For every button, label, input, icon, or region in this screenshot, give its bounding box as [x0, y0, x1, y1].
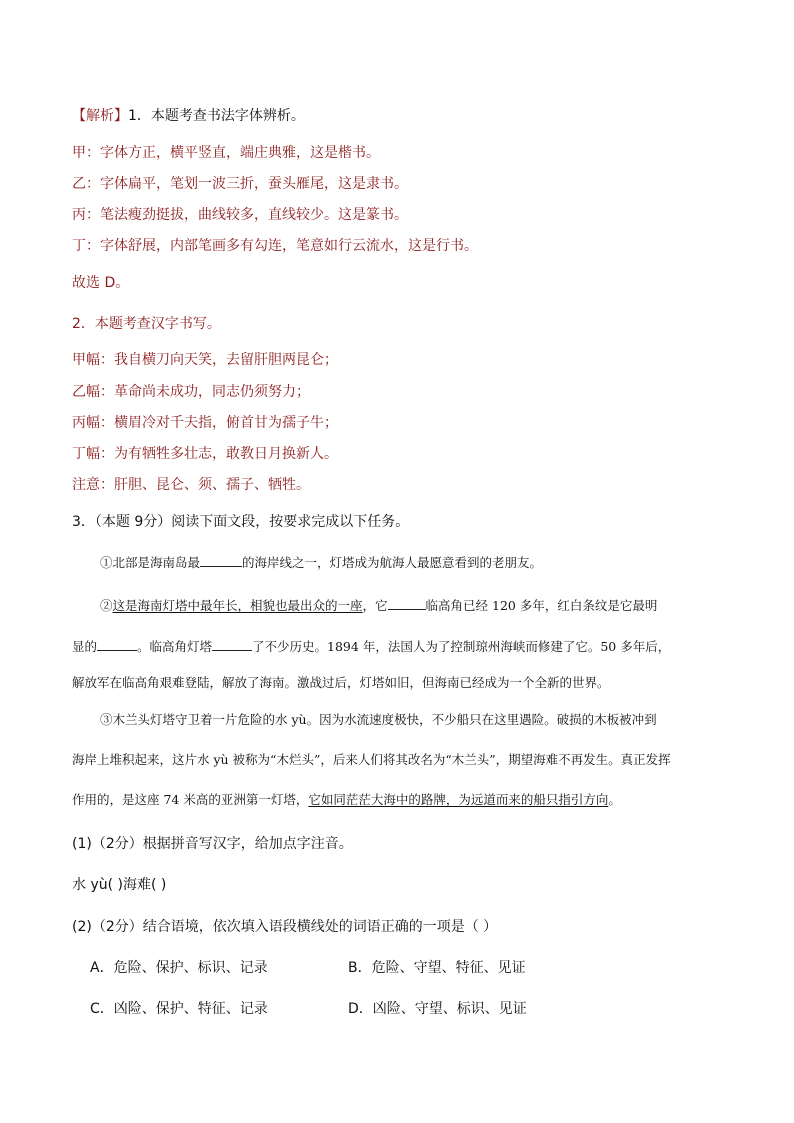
p3-text-c: 了不少历史。1894 年，法国人为了控制琼州海峡而修建了它。50 多年后，: [252, 639, 671, 654]
blank-1: [200, 552, 242, 567]
blank-4: [212, 636, 252, 651]
p2-text-a: ②: [100, 598, 113, 613]
p3-text-a: 显的: [72, 639, 98, 654]
q2-intro: 2．本题考查汉字书写。: [72, 316, 221, 332]
q1-answer: 故选 D。: [72, 275, 130, 291]
q3-title: 3．（本题 9分）阅读下面文段，按要求完成以下任务。: [72, 514, 410, 530]
passage-paragraph-2-end: 解放军在临高角艰难登陆，解放了海南。激战过后，灯塔如旧，但海南已经成为一个全新的世界。: [72, 675, 610, 690]
option-b: B．危险、守望、特征、见证: [348, 960, 526, 976]
option-c: C．凶险、保护、特征、记录: [90, 1001, 268, 1017]
p2-underlined: 这是海南灯塔中最年长，相貌也最出众的一座: [112, 598, 363, 613]
passage-paragraph-3-end: [72, 790, 621, 810]
passage-paragraph-2-cont: [72, 636, 670, 657]
p7-text-a: 作用的，是这座 74 米高的亚洲第一灯塔，: [72, 792, 309, 807]
bing-fu: 丙幅：横眉冷对千夫指，俯首甘为孺子牛；: [72, 415, 338, 431]
bing-description: 丙：笔法瘦劲挺拔，曲线较多，直线较少。这是篆书。: [72, 207, 408, 223]
passage-paragraph-1: [100, 552, 542, 573]
ding-fu: 丁幅：为有牺牲多壮志，敢教日月换新人。: [72, 446, 338, 462]
analysis-tag: 【解析】: [72, 108, 128, 124]
yi-description: 乙：字体扁平，笔划一波三折，蚕头雁尾，这是隶书。: [72, 176, 408, 192]
p2-text-c: 临高角已经 120 多年，红白条纹是它最明: [425, 598, 658, 613]
option-a: A．危险、保护、标识、记录: [90, 960, 268, 976]
blank-3: [97, 636, 137, 651]
option-d: D．凶险、守望、标识、见证: [348, 1001, 527, 1017]
p7-underlined: 它如同茫茫大海中的路牌，为远道而来的船只指引方向: [308, 792, 609, 807]
jia-fu: 甲幅：我自横刀向天笑，去留肝胆两昆仑；: [72, 352, 338, 368]
sub-question-1-answer-line: 水 yù( )海难( ): [72, 877, 167, 893]
sub-question-1: (1)（2分）根据拼音写汉字，给加点字注音。: [72, 836, 353, 852]
jia-description: 甲：字体方正，横平竖直，端庄典雅，这是楷书。: [72, 145, 380, 161]
p1-text-b: 的海岸线之一，灯塔成为航海人最愿意看到的老朋友。: [242, 555, 543, 570]
analysis-header: [72, 106, 305, 126]
passage-paragraph-2: [100, 595, 657, 616]
p2-text-b: ，它: [362, 598, 388, 613]
p1-text-a: ①北部是海南岛最: [100, 555, 201, 570]
ding-description: 丁：字体舒展，内部笔画多有勾连，笔意如行云流水，这是行书。: [72, 238, 478, 254]
sub-question-2: (2)（2分）结合语境，依次填入语段横线处的词语正确的一项是（ ）: [72, 919, 498, 935]
p7-text-b: 。: [608, 792, 621, 807]
blank-2: [388, 595, 426, 610]
passage-paragraph-3: ③木兰头灯塔守卫着一片危险的水 yù。因为水流速度极快，不少船只在这里遇险。破损的木板被冲到: [100, 712, 657, 727]
passage-paragraph-3-cont: 海岸上堆积起来，这片水 yù 被称为“木烂头”，后来人们将其改名为“木兰头”，期望海难不再发生。真正发挥: [72, 752, 671, 767]
note: 注意：肝胆、昆仑、须、孺子、牺牲。: [72, 477, 310, 493]
yi-fu: 乙幅：革命尚未成功，同志仍须努力；: [72, 384, 310, 400]
q1-intro: 1．本题考查书法字体辨析。: [128, 108, 305, 124]
p3-text-b: 。临高角灯塔: [137, 639, 213, 654]
